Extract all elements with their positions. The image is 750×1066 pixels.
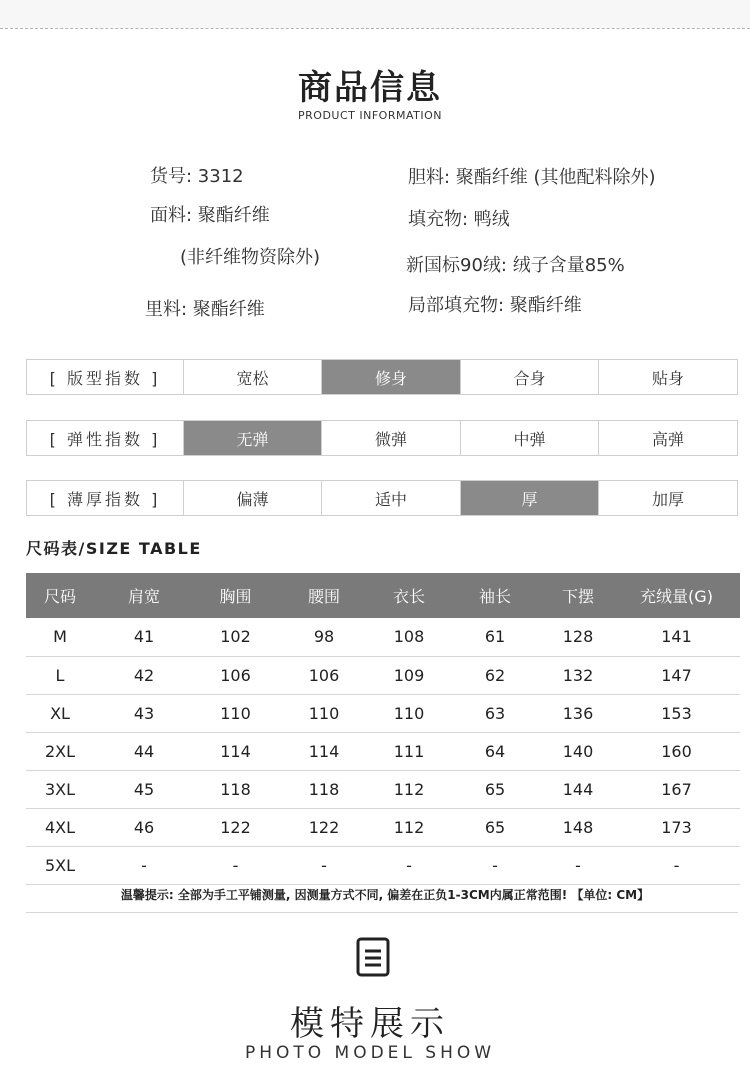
table-cell: 147 — [613, 656, 740, 694]
table-cell: 108 — [371, 618, 447, 656]
table-cell: 46 — [94, 808, 194, 846]
header-chest: 胸围 — [194, 573, 277, 618]
top-strip — [0, 0, 750, 28]
table-cell: 132 — [543, 656, 613, 694]
note-divider — [26, 912, 738, 913]
table-cell: 114 — [194, 732, 277, 770]
table-cell: 106 — [194, 656, 277, 694]
size-table-header-row — [26, 573, 740, 618]
table-cell: 62 — [447, 656, 543, 694]
table-row — [26, 846, 740, 884]
table-cell: 44 — [94, 732, 194, 770]
table-cell: - — [194, 846, 277, 884]
fit-index-row — [26, 359, 738, 395]
table-cell: 42 — [94, 656, 194, 694]
fit-index-label: [ 版型指数 ] — [49, 368, 161, 388]
table-cell: 65 — [447, 770, 543, 808]
table-cell: 45 — [94, 770, 194, 808]
table-cell: 112 — [371, 808, 447, 846]
table-cell: 98 — [277, 618, 371, 656]
table-row — [26, 656, 740, 694]
national-standard: 新国标90绒: 绒子含量85% — [406, 255, 625, 276]
thickness-option-extra-thick: 加厚 — [598, 481, 737, 515]
table-cell: 65 — [447, 808, 543, 846]
filling: 填充物: 鸭绒 — [408, 209, 510, 230]
size-table — [26, 573, 740, 885]
table-cell: 106 — [277, 656, 371, 694]
table-row — [26, 808, 740, 846]
size-table-title: 尺码表/SIZE TABLE — [26, 539, 202, 558]
face-fabric-note: (非纤维物资除外) — [180, 247, 321, 268]
thickness-option-moderate: 适中 — [321, 481, 460, 515]
table-cell: 63 — [447, 694, 543, 732]
dashed-divider — [0, 28, 750, 29]
table-cell: 110 — [194, 694, 277, 732]
table-cell: 118 — [194, 770, 277, 808]
lining: 里料: 聚酯纤维 — [145, 299, 265, 320]
partial-filling: 局部填充物: 聚酯纤维 — [408, 295, 582, 316]
table-cell: 118 — [277, 770, 371, 808]
thickness-option-thin: 偏薄 — [183, 481, 321, 515]
table-row — [26, 694, 740, 732]
table-cell: - — [94, 846, 194, 884]
table-cell: 153 — [613, 694, 740, 732]
model-section-title: 模特展示 — [290, 1004, 450, 1044]
table-cell: 148 — [543, 808, 613, 846]
table-cell: 140 — [543, 732, 613, 770]
header-length: 衣长 — [371, 573, 447, 618]
header-shoulder: 肩宽 — [94, 573, 194, 618]
elasticity-option-high: 高弹 — [598, 421, 737, 455]
table-cell: 160 — [613, 732, 740, 770]
table-row — [26, 732, 740, 770]
table-cell: 5XL — [26, 846, 94, 884]
table-cell: 4XL — [26, 808, 94, 846]
table-cell: 144 — [543, 770, 613, 808]
table-cell: 136 — [543, 694, 613, 732]
liner: 胆料: 聚酯纤维 (其他配料除外) — [408, 167, 656, 188]
table-cell: 109 — [371, 656, 447, 694]
table-cell: 43 — [94, 694, 194, 732]
face-fabric: 面料: 聚酯纤维 — [150, 205, 270, 226]
table-cell: 167 — [613, 770, 740, 808]
header-fill-weight: 充绒量(G) — [613, 573, 740, 618]
table-cell: 61 — [447, 618, 543, 656]
page-title: 商品信息 — [298, 68, 442, 108]
table-cell: 112 — [371, 770, 447, 808]
model-section-subtitle: PHOTO MODEL SHOW — [244, 1043, 496, 1063]
fit-option-slim: 修身 — [321, 360, 460, 394]
elasticity-index-label: [ 弹性指数 ] — [49, 429, 161, 449]
table-cell: 141 — [613, 618, 740, 656]
table-cell: - — [277, 846, 371, 884]
table-cell: 102 — [194, 618, 277, 656]
thickness-index-row — [26, 480, 738, 516]
table-cell: L — [26, 656, 94, 694]
table-cell: - — [613, 846, 740, 884]
table-cell: - — [543, 846, 613, 884]
header-sleeve: 袖长 — [447, 573, 543, 618]
thickness-index-label: [ 薄厚指数 ] — [49, 489, 161, 509]
table-cell: XL — [26, 694, 94, 732]
measurement-note: 温馨提示: 全部为手工平铺测量, 因测量方式不同, 偏差在正负1-3CM内属正常范围! 【单位: CM】 — [120, 888, 650, 902]
table-cell: - — [447, 846, 543, 884]
table-cell: 128 — [543, 618, 613, 656]
table-cell: - — [371, 846, 447, 884]
fit-option-regular: 合身 — [460, 360, 598, 394]
header-waist: 腰围 — [277, 573, 371, 618]
table-cell: 173 — [613, 808, 740, 846]
table-cell: 41 — [94, 618, 194, 656]
table-cell: 2XL — [26, 732, 94, 770]
table-cell: 110 — [277, 694, 371, 732]
table-cell: 3XL — [26, 770, 94, 808]
header-hem: 下摆 — [543, 573, 613, 618]
document-icon — [356, 937, 390, 977]
header-size: 尺码 — [26, 573, 94, 618]
elasticity-option-none: 无弹 — [183, 421, 321, 455]
item-number: 货号: 3312 — [150, 166, 244, 187]
table-cell: 110 — [371, 694, 447, 732]
table-cell: 122 — [277, 808, 371, 846]
elasticity-index-row — [26, 420, 738, 456]
table-cell: 64 — [447, 732, 543, 770]
fit-option-tight: 贴身 — [598, 360, 737, 394]
table-cell: 114 — [277, 732, 371, 770]
table-cell: 111 — [371, 732, 447, 770]
thickness-option-thick: 厚 — [460, 481, 598, 515]
elasticity-option-medium: 中弹 — [460, 421, 598, 455]
table-row — [26, 618, 740, 656]
fit-option-loose: 宽松 — [183, 360, 321, 394]
table-cell: 122 — [194, 808, 277, 846]
table-cell: M — [26, 618, 94, 656]
table-row — [26, 770, 740, 808]
page-subtitle: PRODUCT INFORMATION — [298, 109, 442, 122]
elasticity-option-slight: 微弹 — [321, 421, 460, 455]
